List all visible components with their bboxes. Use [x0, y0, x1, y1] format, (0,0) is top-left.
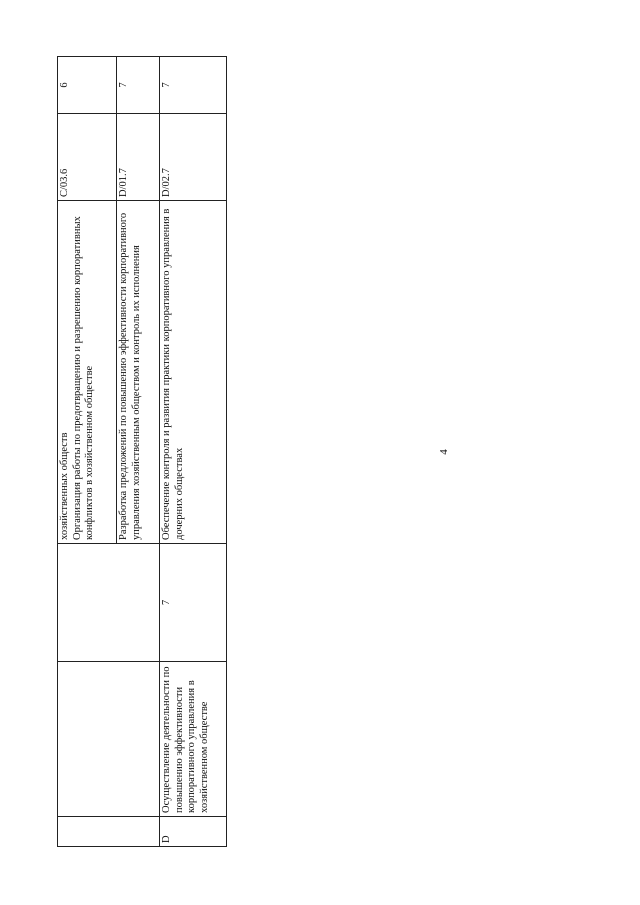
cell-function-level — [117, 57, 160, 114]
cell-empty-code — [58, 817, 160, 847]
group-name: Осуществление деятельности по повышению эффективности корпоративного управления в хозяйственном обществе — [161, 666, 210, 813]
page-number: 4 — [438, 449, 450, 455]
function-code: D/01.7 — [118, 168, 129, 197]
function-code: C/03.6 — [59, 168, 70, 197]
function-name: Обеспечение контроля и развития практики корпоративного управления в дочерних обществах — [161, 208, 185, 540]
cell-function-code — [117, 114, 160, 201]
cell-function-name — [160, 201, 227, 544]
cell-function-level — [160, 57, 227, 114]
cell-function-code — [58, 114, 117, 201]
function-name-continued: хозяйственных обществ — [59, 432, 70, 540]
cell-group-code — [160, 817, 227, 847]
function-level: 7 — [118, 82, 129, 88]
function-name: Организация работы по предотвращению и разрешению корпоративных конфликтов в хозяйственном обществе — [71, 216, 95, 540]
cell-empty-level — [58, 544, 160, 662]
cell-empty-name — [58, 662, 160, 817]
cell-function-code — [160, 114, 227, 201]
cell-group-name — [160, 662, 227, 817]
table-row — [58, 57, 117, 847]
function-level: 7 — [161, 82, 172, 88]
group-code: D — [161, 835, 172, 843]
cell-function-name-continued — [58, 201, 117, 544]
rotated-table-wrapper — [57, 57, 224, 847]
table-row — [160, 57, 227, 847]
functions-table — [57, 56, 227, 847]
function-name: Разработка предложений по повышению эффективности корпоративного управления хозяйственным обществом и контроль их исполнения — [118, 212, 142, 540]
cell-group-level — [160, 544, 227, 662]
function-code: D/02.7 — [161, 168, 172, 197]
function-level: 6 — [59, 82, 70, 88]
cell-function-name — [117, 201, 160, 544]
cell-function-level — [58, 57, 117, 114]
group-qualification-level: 7 — [161, 599, 172, 606]
